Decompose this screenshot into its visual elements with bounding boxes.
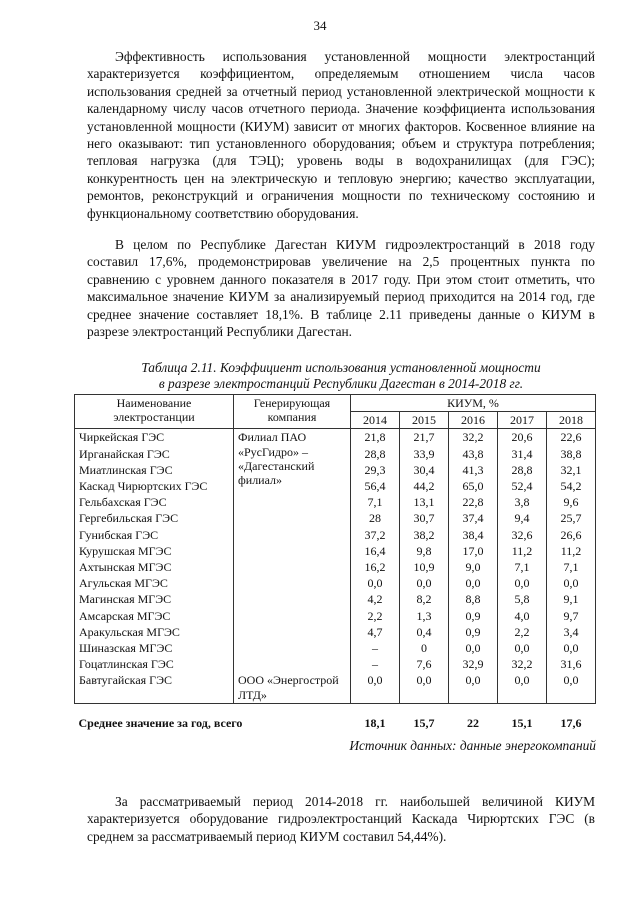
company-rushydro: Филиал ПАО «РусГидро» – «Дагестанский филиал»	[234, 429, 351, 673]
kium-value: 38,4	[449, 527, 498, 543]
kium-value: 41,3	[449, 462, 498, 478]
paragraph-kium-definition: Эффективность использования установленной мощности электростанций характеризуется коэффициентом, определяемым отношением числа часов использования средней за отчетный период установленной электрической мощности к календарному числу часов отчетного периода. Значение коэффициента использования установленной мощности (КИУМ) зависит от многих факторов. Косвенное влияние на него оказывают: тип установленного оборудования; объем и структура потребления; тепловая нагрузка (для ТЭЦ); уровень воды в водохранилищах (для ГЭС); конкурентность цен на электрическую и тепловую энергию; качество эксплуатации, ремонтов, реконструкций и ограничения мощности по техническому состоянию и функциональному соответствию оборудования.	[87, 49, 595, 221]
station-name: Миатлинская ГЭС	[75, 462, 234, 478]
kium-value: 0,0	[351, 575, 400, 591]
total-label: Среднее значение за год, всего	[78, 715, 243, 730]
kium-value: 32,1	[547, 462, 596, 478]
kium-value: 5,8	[498, 591, 547, 607]
kium-value: 4,7	[351, 624, 400, 640]
company-energostroy: ООО «Энергострой ЛТД»	[234, 672, 351, 703]
kium-value: 9,6	[547, 494, 596, 510]
station-name: Каскад Чирюртских ГЭС	[75, 478, 234, 494]
kium-value: 44,2	[400, 478, 449, 494]
total-value: 18,1	[364, 715, 386, 730]
kium-value: 31,4	[498, 446, 547, 462]
station-name: Курушская МГЭС	[75, 543, 234, 559]
kium-value: 8,2	[400, 591, 449, 607]
kium-value: 4,0	[498, 608, 547, 624]
kium-value: 16,2	[351, 559, 400, 575]
kium-value: 21,7	[400, 429, 449, 446]
station-name: Шиназская МГЭС	[75, 640, 234, 656]
kium-value: 9,0	[449, 559, 498, 575]
station-name: Амсарская МГЭС	[75, 608, 234, 624]
total-value: 22	[467, 715, 479, 730]
station-name: Бавтугайская ГЭС	[75, 672, 234, 703]
kium-value: 11,2	[498, 543, 547, 559]
kium-value: 0,0	[498, 672, 547, 703]
kium-value: 0	[400, 640, 449, 656]
station-name: Чиркейская ГЭС	[75, 429, 234, 446]
kium-value: 1,3	[400, 608, 449, 624]
kium-value: 43,8	[449, 446, 498, 462]
kium-value: 7,6	[400, 656, 449, 672]
kium-value: 4,2	[351, 591, 400, 607]
kium-value: 28	[351, 510, 400, 526]
total-value: 17,6	[560, 715, 582, 730]
kium-value: 54,2	[547, 478, 596, 494]
kium-value: 0,0	[449, 672, 498, 703]
kium-value: 0,0	[547, 672, 596, 703]
kium-value: 9,8	[400, 543, 449, 559]
kium-value: 31,6	[547, 656, 596, 672]
kium-value: 0,9	[449, 624, 498, 640]
kium-value: 65,0	[449, 478, 498, 494]
station-name: Магинская МГЭС	[75, 591, 234, 607]
data-source-note: Источник данных: данные энергокомпаний	[349, 738, 596, 753]
kium-value: 2,2	[498, 624, 547, 640]
kium-table	[74, 394, 596, 731]
kium-value: 0,9	[449, 608, 498, 624]
table-caption-line1: Таблица 2.11. Коэффициент использования установленной мощности	[141, 360, 541, 375]
kium-value: 7,1	[547, 559, 596, 575]
kium-value: 16,4	[351, 543, 400, 559]
kium-value: 9,4	[498, 510, 547, 526]
kium-value: 0,0	[498, 575, 547, 591]
kium-value: 32,6	[498, 527, 547, 543]
kium-value: 30,4	[400, 462, 449, 478]
table-row	[75, 429, 596, 446]
kium-value: 7,1	[498, 559, 547, 575]
kium-value: 2,2	[351, 608, 400, 624]
total-value: 15,1	[511, 715, 533, 730]
kium-value: 0,0	[449, 575, 498, 591]
station-name: Гоцатлинская ГЭС	[75, 656, 234, 672]
kium-value: 32,2	[498, 656, 547, 672]
header-year: 2017	[498, 412, 547, 429]
kium-value: 3,8	[498, 494, 547, 510]
station-name: Ахтынская МГЭС	[75, 559, 234, 575]
header-kium: КИУМ, %	[351, 395, 596, 412]
kium-value: 10,9	[400, 559, 449, 575]
kium-value: 21,8	[351, 429, 400, 446]
table-caption	[87, 360, 595, 392]
kium-table-grid	[74, 394, 596, 731]
kium-value: 26,6	[547, 527, 596, 543]
kium-value: 29,3	[351, 462, 400, 478]
kium-value: 0,0	[351, 672, 400, 703]
kium-value: 0,0	[547, 640, 596, 656]
kium-value: 11,2	[547, 543, 596, 559]
kium-value: 25,7	[547, 510, 596, 526]
header-station-name: Наименование электростанции	[75, 395, 234, 429]
kium-value: 38,8	[547, 446, 596, 462]
kium-value: 0,0	[400, 575, 449, 591]
header-company: Генерирующая компания	[234, 395, 351, 429]
table-row	[75, 672, 596, 703]
table-total-row	[75, 703, 596, 731]
station-name: Гельбахская ГЭС	[75, 494, 234, 510]
kium-value: 0,4	[400, 624, 449, 640]
station-name: Аракульская МГЭС	[75, 624, 234, 640]
kium-value: 8,8	[449, 591, 498, 607]
kium-value: 32,2	[449, 429, 498, 446]
kium-value: 38,2	[400, 527, 449, 543]
kium-value: –	[351, 656, 400, 672]
paragraph-dagestan-summary: В целом по Республике Дагестан КИУМ гидроэлектростанций в 2018 году составил 17,6%, продемонстрировав увеличение на 2,5 процентных пункта по сравнению с уровнем данного показателя в 2017 году. При этом стоит отметить, что максимальное значение КИУМ за анализируемый период приходится на 2014 год, где среднее значение составляет 18,1%. В таблице 2.11 приведены данные о КИУМ в разрезе электростанций Республики Дагестан.	[87, 237, 595, 340]
kium-value: 56,4	[351, 478, 400, 494]
kium-value: 3,4	[547, 624, 596, 640]
header-year: 2018	[547, 412, 596, 429]
kium-value: 0,0	[547, 575, 596, 591]
paragraph-conclusion: За рассматриваемый период 2014-2018 гг. наибольшей величиной КИУМ характеризуется оборудование гидроэлектростанций Каскада Чирюртских ГЭС (в среднем за рассматриваемый период КИУМ составил 54,44%).	[87, 794, 595, 844]
station-name: Ирганайская ГЭС	[75, 446, 234, 462]
kium-value: 52,4	[498, 478, 547, 494]
kium-value: –	[351, 640, 400, 656]
header-year: 2015	[400, 412, 449, 429]
station-name: Гунибская ГЭС	[75, 527, 234, 543]
kium-value: 20,6	[498, 429, 547, 446]
kium-value: 13,1	[400, 494, 449, 510]
total-value: 15,7	[413, 715, 435, 730]
kium-value: 17,0	[449, 543, 498, 559]
kium-value: 28,8	[351, 446, 400, 462]
kium-value: 0,0	[400, 672, 449, 703]
kium-value: 33,9	[400, 446, 449, 462]
header-year: 2016	[449, 412, 498, 429]
kium-value: 0,0	[498, 640, 547, 656]
kium-value: 32,9	[449, 656, 498, 672]
station-name: Агульская МГЭС	[75, 575, 234, 591]
kium-value: 0,0	[449, 640, 498, 656]
kium-value: 28,8	[498, 462, 547, 478]
header-year: 2014	[351, 412, 400, 429]
page-number: 34	[313, 18, 327, 33]
station-name: Гергебильская ГЭС	[75, 510, 234, 526]
kium-value: 22,8	[449, 494, 498, 510]
kium-value: 7,1	[351, 494, 400, 510]
kium-value: 9,7	[547, 608, 596, 624]
kium-value: 30,7	[400, 510, 449, 526]
kium-value: 22,6	[547, 429, 596, 446]
kium-value: 9,1	[547, 591, 596, 607]
kium-value: 37,4	[449, 510, 498, 526]
table-caption-line2: в разрезе электростанций Республики Дагестан в 2014-2018 гг.	[158, 376, 524, 391]
kium-value: 37,2	[351, 527, 400, 543]
